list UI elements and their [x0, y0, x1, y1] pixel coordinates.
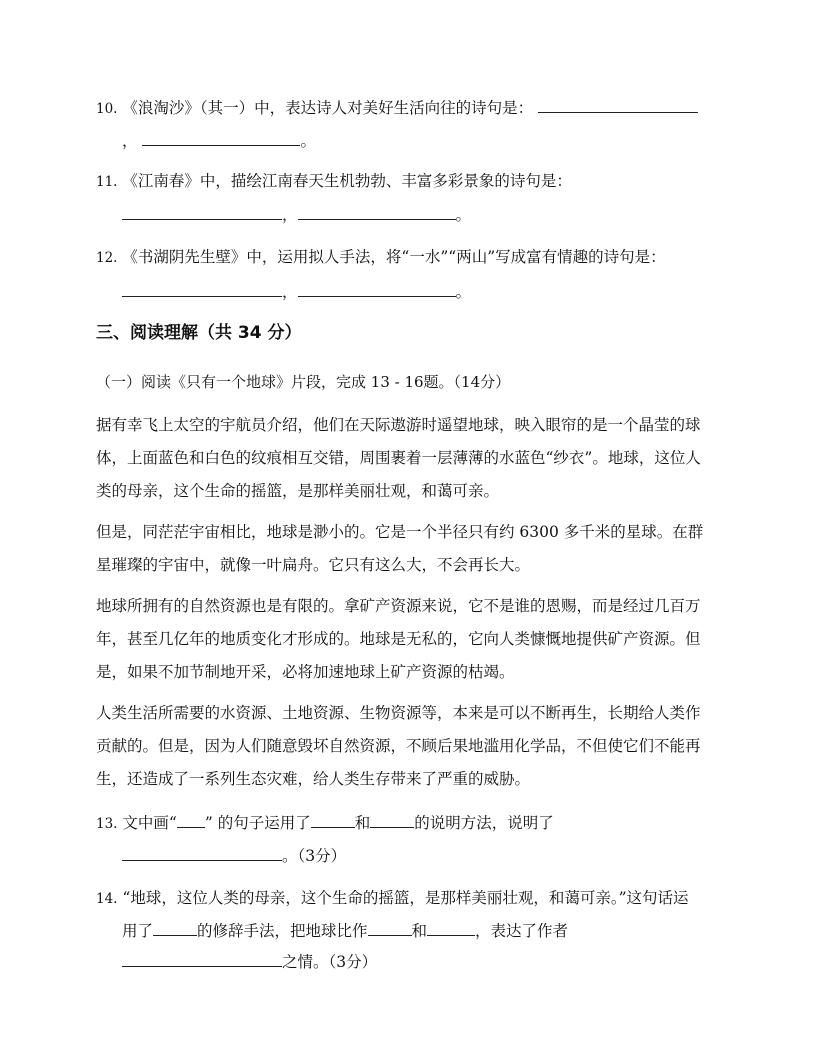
comma: ， [282, 283, 298, 301]
passage-line: 据有幸飞上太空的宇航员介绍，他们在天际遨游时遥望地球，映入眼帘的是一个晶莹的球 [96, 416, 701, 434]
passage-line: 贡献的。但是，因为人们随意毁坏自然资源，不顾后果地滥用化学品，不但使它们不能再 [96, 737, 701, 755]
passage-line: 但是，同茫茫宇宙相比，地球是渺小的。它是一个半径只有约 6300 多千米的星球。在群 [96, 523, 704, 541]
question-text: 的修辞手法，把地球比作 [197, 922, 368, 940]
question-text: 《江南春》中，描绘江南春天生机勃勃、丰富多彩景象的诗句是： [122, 172, 572, 190]
question-12-line-2 [122, 281, 471, 302]
question-11-line-1 [96, 171, 572, 192]
answer-blank[interactable] [370, 812, 414, 828]
question-text: “地球，这位人类的母亲，这个生命的摇篮，是那样美丽壮观，和蔼可亲。”这句话运 [122, 889, 689, 907]
question-number: 10. [96, 101, 118, 117]
question-14-line-1 [96, 888, 689, 909]
answer-blank[interactable] [427, 920, 475, 936]
comma: ， [282, 206, 298, 224]
question-text: 《书湖阴先生壁》中，运用拟人手法，将“一水”“两山”写成富有情趣的诗句是： [122, 248, 666, 266]
question-14-line-3 [122, 951, 377, 972]
answer-blank[interactable] [298, 204, 456, 220]
passage-line: 年，甚至几亿年的地质变化才形成的。地球是无私的，它向人类慷慨地提供矿产资源。但 [96, 630, 701, 648]
period: 。 [300, 132, 316, 150]
period: 。 [455, 283, 472, 301]
question-number: 12. [96, 250, 118, 266]
question-14-line-2 [122, 920, 568, 941]
underline-mark [177, 812, 205, 828]
passage-line: 类的母亲，这个生命的摇篮，是那样美丽壮观，和蔼可亲。 [96, 482, 500, 500]
question-12-line-1 [96, 247, 666, 268]
answer-blank[interactable] [153, 920, 197, 936]
answer-blank[interactable] [368, 920, 412, 936]
question-11-line-2 [122, 204, 471, 225]
question-text: ，表达了作者 [475, 922, 569, 940]
answer-blank[interactable] [311, 812, 355, 828]
question-text: ” 的句子运用了 [204, 814, 311, 832]
question-10-line-1 [96, 97, 698, 119]
question-number: 14. [96, 891, 118, 907]
section-heading: 三、阅读理解（共 34 分） [96, 323, 302, 343]
comma: ， [122, 132, 138, 150]
answer-blank[interactable] [122, 204, 282, 220]
question-text: 之情。（3分） [282, 953, 378, 971]
passage-line: 人类生活所需要的水资源、土地资源、生物资源等，本来是可以不断再生，长期给人类作 [96, 704, 701, 722]
answer-blank[interactable] [142, 130, 300, 146]
passage-line: 是，如果不加节制地开采，必将加速地球上矿产资源的枯竭。 [96, 663, 515, 681]
question-10-line-2 [122, 130, 316, 151]
passage-line: 地球所拥有的自然资源也是有限的。拿矿产资源来说，它不是谁的恩赐，而是经过几百万 [96, 597, 701, 615]
question-number: 11. [96, 174, 118, 190]
answer-blank[interactable] [122, 281, 282, 297]
question-text: 和 [411, 922, 428, 940]
passage-line: 星璀璨的宇宙中，就像一叶扁舟。它只有这么大，不会再长大。 [96, 556, 531, 574]
question-number: 13. [96, 816, 118, 832]
passage-line: 体，上面蓝色和白色的纹痕相互交错，周围裹着一层薄薄的水蓝色“纱衣”。地球，这位人 [96, 449, 701, 467]
passage-line: 生，还造成了一系列生态灾难，给人类生存带来了严重的威胁。 [96, 770, 531, 788]
answer-blank[interactable] [538, 97, 698, 113]
answer-blank[interactable] [298, 281, 456, 297]
question-text: 用了 [122, 922, 154, 940]
question-text: 的说明方法，说明了 [414, 814, 554, 832]
answer-blank[interactable] [122, 951, 282, 967]
question-13-line-1 [96, 812, 554, 834]
sub-heading: （一）阅读《只有一个地球》片段，完成 13 - 16题。（14分） [96, 373, 511, 391]
question-text: 文中画“ [122, 814, 177, 832]
question-text: 《浪淘沙》（其一）中，表达诗人对美好生活向往的诗句是： [122, 99, 534, 117]
question-text: 。（3分） [282, 847, 347, 865]
period: 。 [455, 206, 472, 224]
answer-blank[interactable] [122, 845, 282, 861]
question-13-line-2 [122, 845, 346, 866]
question-text: 和 [354, 814, 371, 832]
